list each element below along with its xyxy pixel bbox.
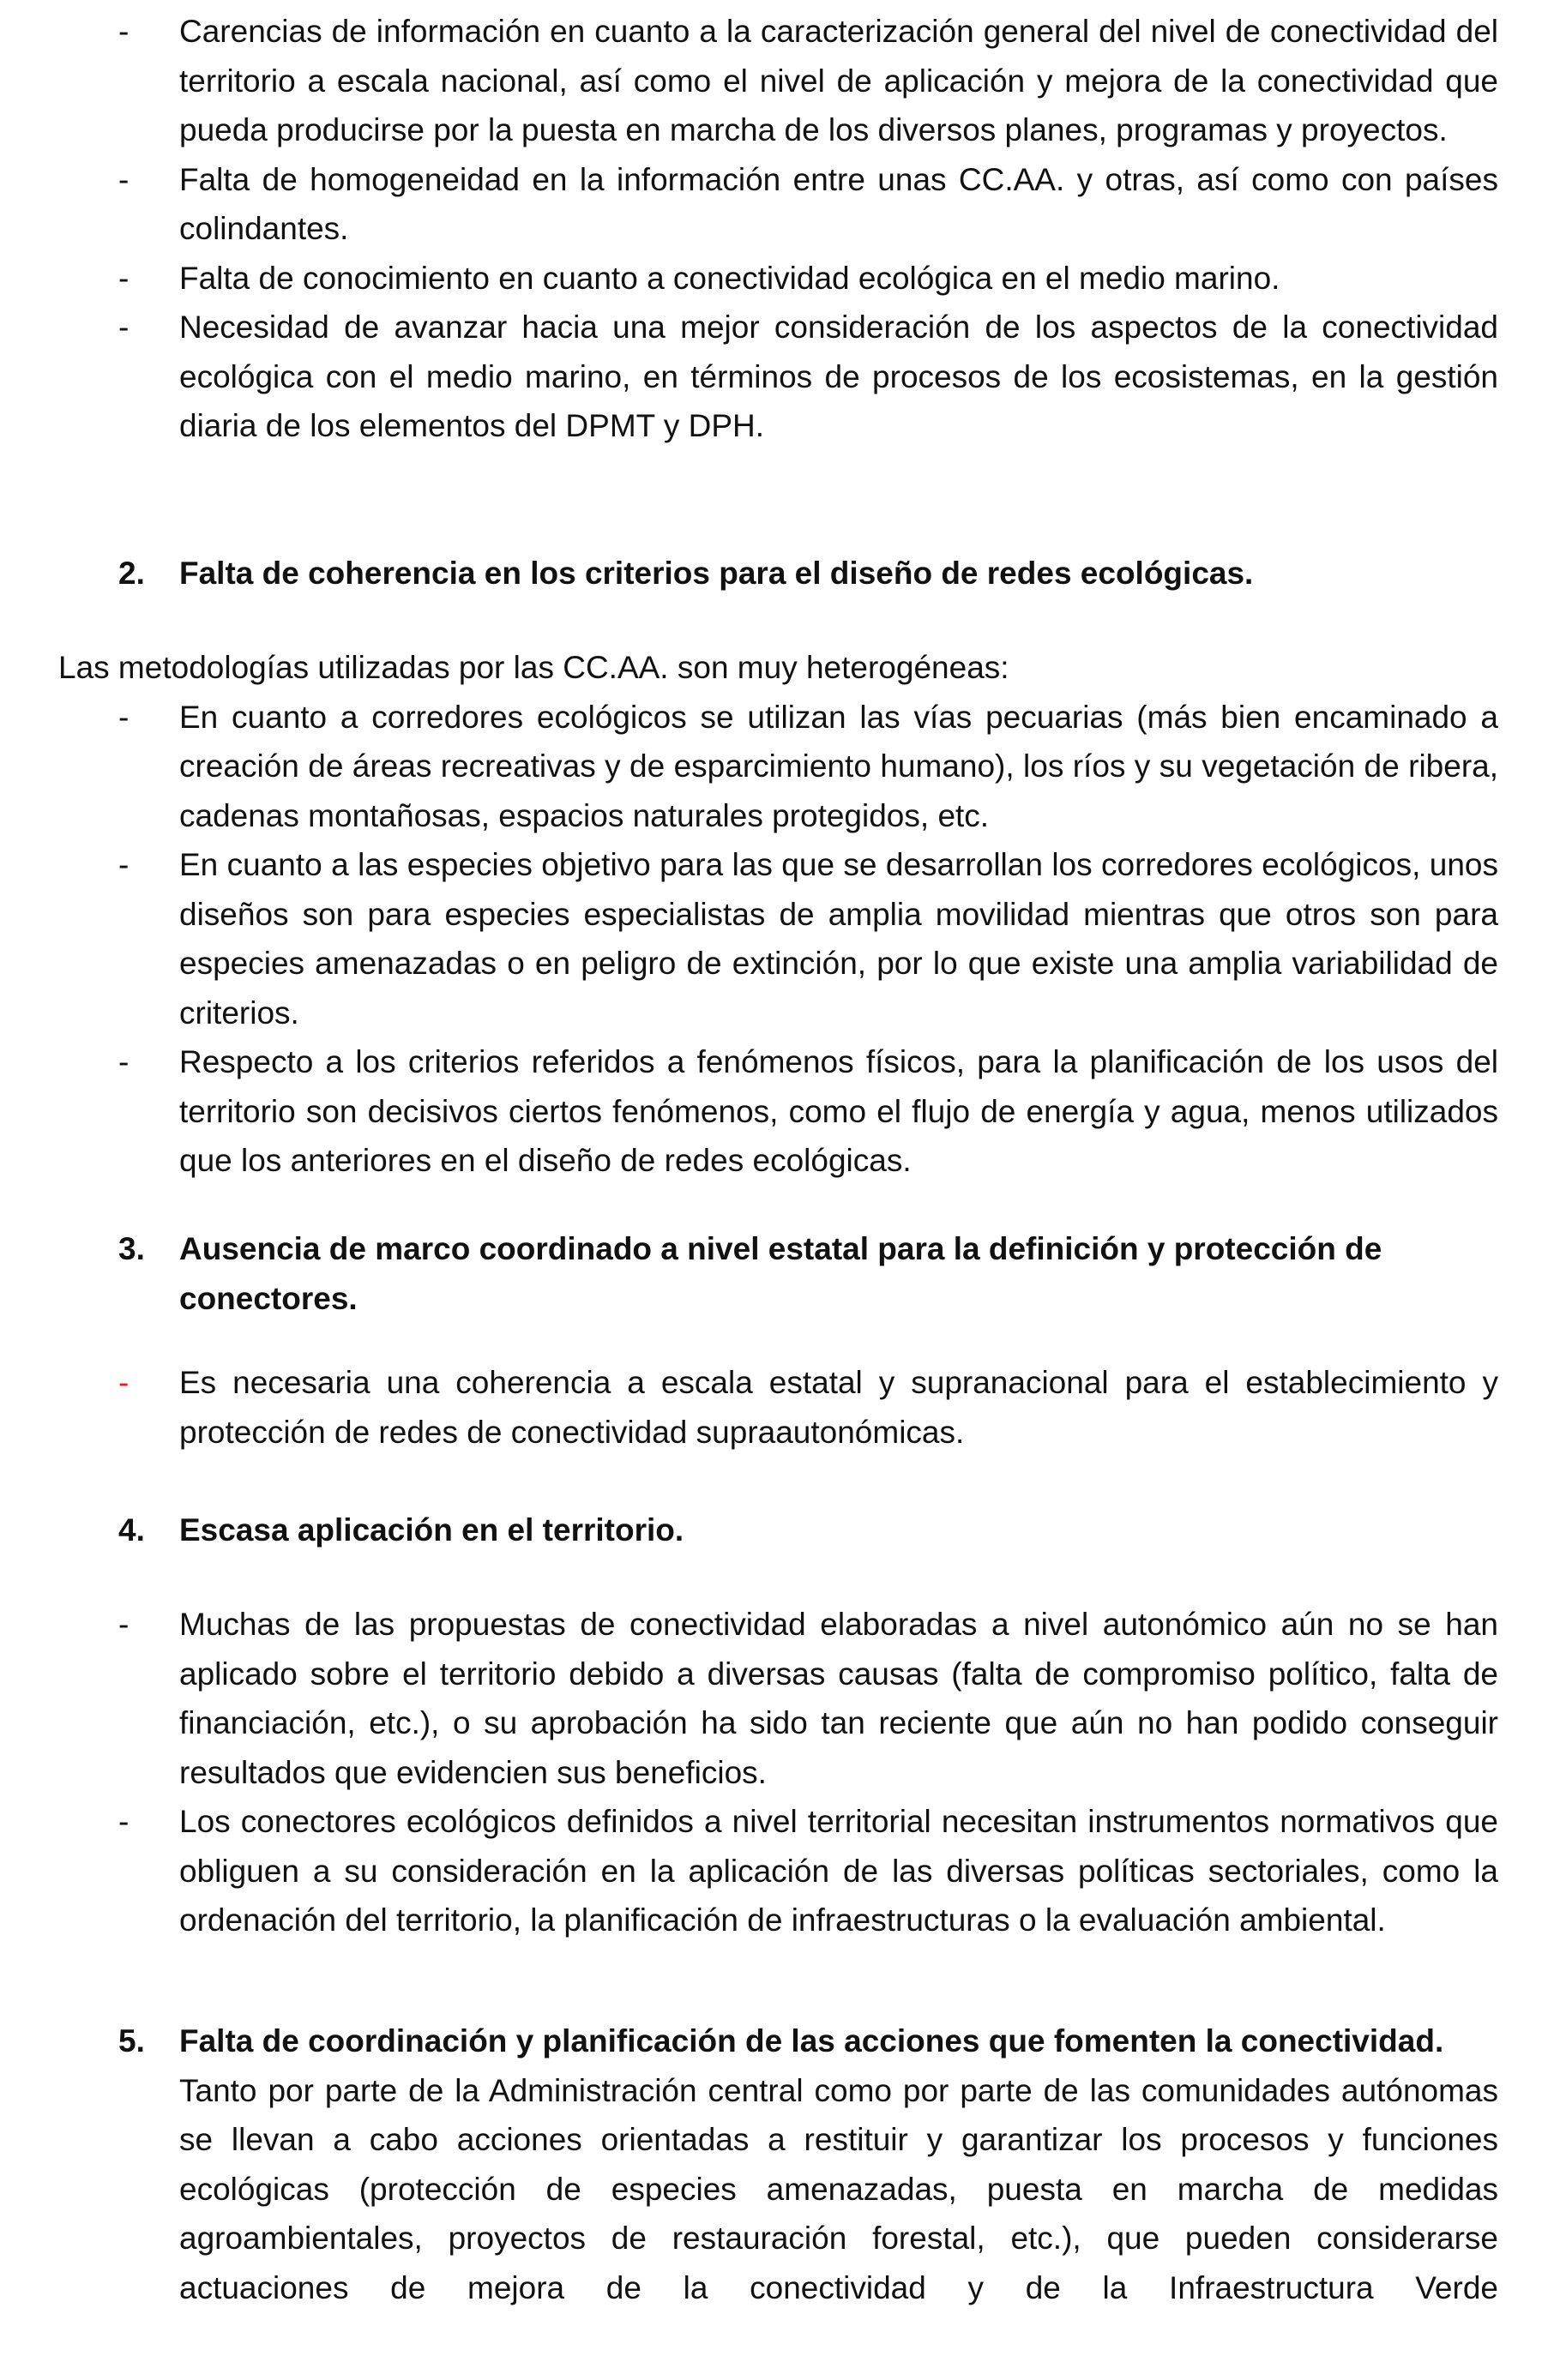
section-3-body — [0, 1358, 1560, 1457]
section-4-body — [0, 1600, 1560, 1945]
section-heading — [0, 1224, 1560, 1323]
list-item — [0, 1037, 1560, 1186]
section-heading — [0, 1506, 1560, 1555]
list-item — [0, 303, 1560, 451]
list-item — [0, 254, 1560, 304]
list-item-text: Los conectores ecológicos definidos a nivel territorial necesitan instrumentos normativos que obliguen a su consideración en la aplicación de las diversas políticas sectoriales, como la ordenación del territorio, la planificación de infraestructuras o la evaluación ambiental. — [179, 1804, 1498, 1938]
section-2-body — [0, 643, 1560, 1186]
section-3 — [0, 1224, 1560, 1323]
section-1-bullet-list — [0, 7, 1560, 451]
section-number: 4. — [118, 1512, 145, 1548]
bullet-marker: - — [118, 699, 129, 735]
list-item — [0, 1600, 1560, 1797]
section-title: Ausencia de marco coordinado a nivel estatal para la definición y protección de conectores. — [179, 1231, 1382, 1316]
list-item-text: Muchas de las propuestas de conectividad elaboradas a nivel autonómico aún no se han aplicado sobre el territorio debido a diversas causas (falta de compromiso político, falta de financiación, etc.), o su aprobación ha sido tan reciente que aún no han podido conseguir resultados que evidencien sus beneficios. — [179, 1607, 1498, 1790]
section-number: 5. — [118, 2023, 145, 2058]
section-heading — [0, 2016, 1560, 2066]
list-item — [0, 1797, 1560, 1945]
bullet-marker: - — [118, 310, 129, 345]
section-title: Falta de coherencia en los criterios para el diseño de redes ecológicas. — [179, 556, 1254, 591]
bullet-marker: - — [118, 847, 129, 882]
list-item-text: Falta de conocimiento en cuanto a conectividad ecológica en el medio marino. — [179, 260, 1280, 296]
section-5 — [0, 2016, 1560, 2312]
list-item-text: Carencias de información en cuanto a la caracterización general del nivel de conectividad del territorio a escala nacional, así como el nivel de aplicación y mejora de la conectividad que pueda producirse por la puesta en marcha de los diversos planes, programas y proyectos. — [179, 14, 1498, 147]
bullet-marker: - — [118, 161, 129, 197]
list-item-text: En cuanto a corredores ecológicos se utilizan las vías pecuarias (más bien encaminado a creación de áreas recreativas y de esparcimiento humano), los ríos y su vegetación de ribera, cadenas montañosas, espacios naturales protegidos, etc. — [179, 699, 1498, 833]
list-item-text: Necesidad de avanzar hacia una mejor consideración de los aspectos de la conectividad ecológica con el medio marino, en términos de procesos de los ecosistemas, en la gestión diaria de los elementos del DPMT y DPH. — [179, 310, 1498, 443]
section-title: Falta de coordinación y planificación de las acciones que fomenten la conectividad. — [179, 2023, 1444, 2058]
bullet-marker: - — [118, 14, 129, 49]
bullet-marker: - — [118, 1044, 129, 1079]
section-number: 2. — [118, 556, 145, 591]
bullet-marker: - — [118, 260, 129, 296]
list-item-text: Respecto a los criterios referidos a fenómenos físicos, para la planificación de los usos del territorio son decisivos ciertos fenómenos, como el flujo de energía y agua, menos utilizados que los anteriores en el diseño de redes ecológicas. — [179, 1044, 1498, 1178]
section-paragraph — [0, 2066, 1560, 2313]
list-item — [0, 840, 1560, 1037]
paragraph-text: Tanto por parte de la Administración central como por parte de las comunidades autónomas se llevan a cabo acciones orientadas a restituir y garantizar los procesos y funciones ecológicas (protección de especies amenazadas, puesta en marcha de medidas agroambientales, proyectos de restauración forestal, etc.), que pueden considerarse actuaciones de mejora de la conectividad y de la Infraestructura Verde — [179, 2072, 1498, 2305]
bullet-marker: - — [118, 1607, 129, 1642]
list-item — [0, 155, 1560, 254]
list-item-text: En cuanto a las especies objetivo para las que se desarrollan los corredores ecológicos, unos diseños son para especies especialistas de amplia movilidad mientras que otros son para especies amenazadas o en peligro de extinción, por lo que existe una amplia variabilidad de criterios. — [179, 847, 1498, 1031]
list-item-text: Falta de homogeneidad en la información entre unas CC.AA. y otras, así como con países colindantes. — [179, 161, 1498, 246]
section-4 — [0, 1506, 1560, 1555]
list-item — [0, 693, 1560, 841]
list-item — [0, 1358, 1560, 1457]
section-number: 3. — [118, 1231, 145, 1266]
bullet-marker: - — [118, 1804, 129, 1839]
section-heading — [0, 549, 1560, 598]
list-item-text: Es necesaria una coherencia a escala estatal y supranacional para el establecimiento y protección de redes de conectividad supraautonómicas. — [179, 1365, 1498, 1450]
section-intro: Las metodologías utilizadas por las CC.AA. son muy heterogéneas: — [58, 650, 1009, 685]
list-item — [0, 7, 1560, 155]
section-title: Escasa aplicación en el territorio. — [179, 1512, 684, 1548]
bullet-marker: - — [118, 1365, 129, 1400]
section-2 — [0, 549, 1560, 598]
